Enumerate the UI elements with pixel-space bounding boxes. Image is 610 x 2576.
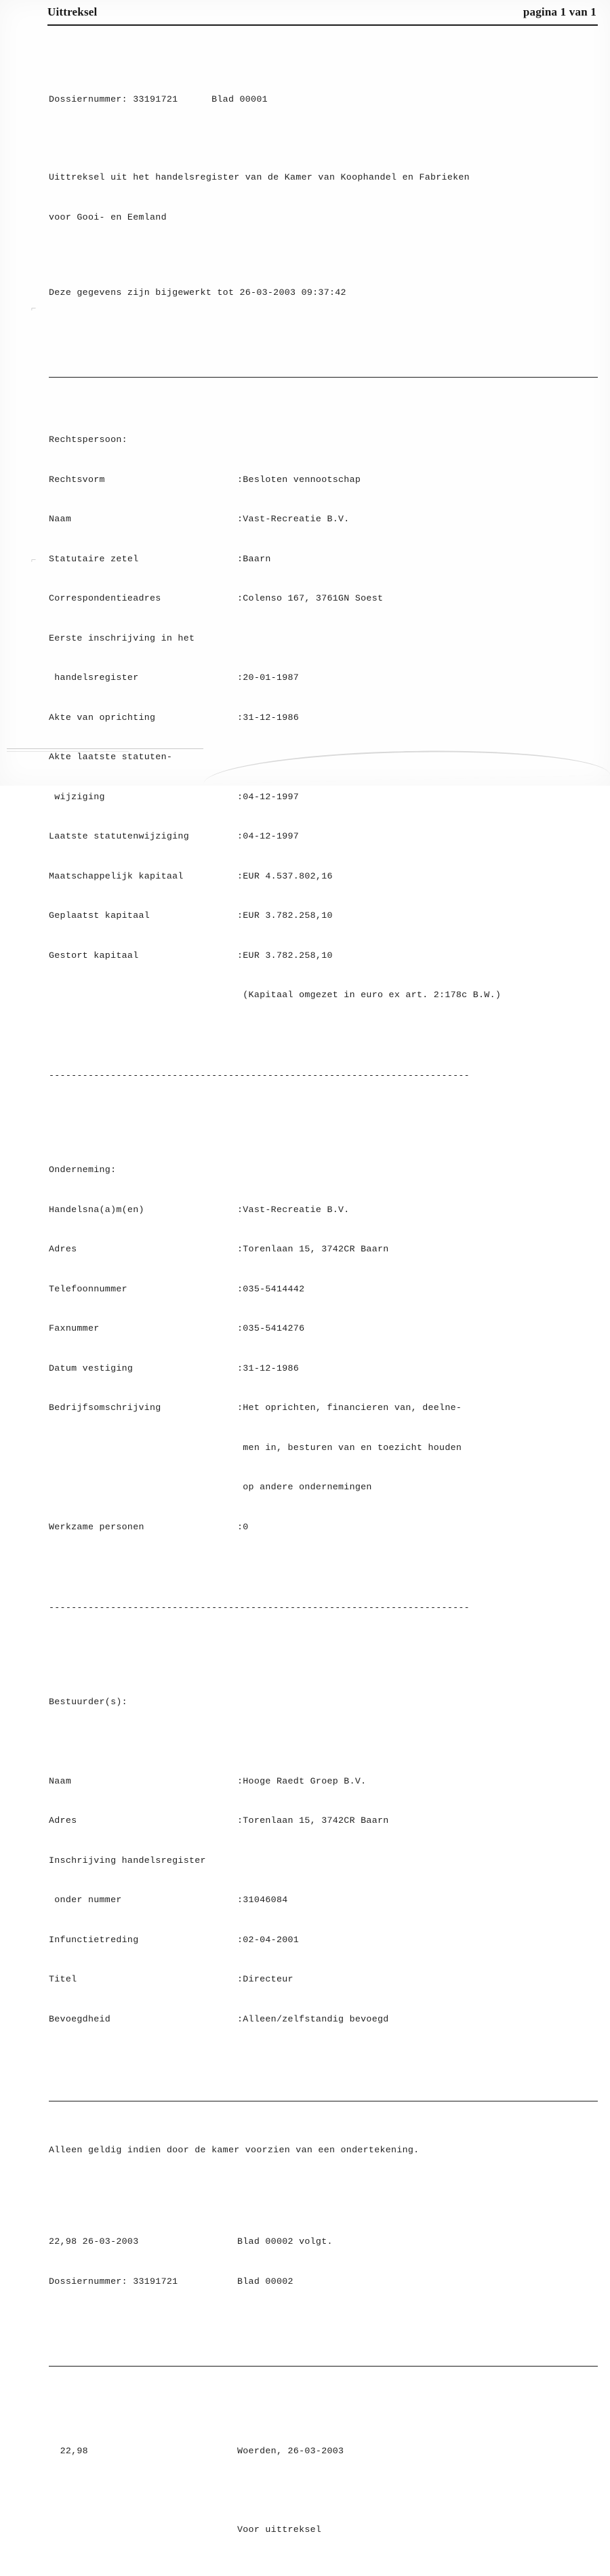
table-row <box>49 1243 598 1256</box>
footer-divider <box>49 2366 598 2367</box>
table-row <box>49 671 598 685</box>
row-value: :Het oprichten, financieren van, deelne- <box>237 1403 462 1413</box>
table-row <box>49 1973 598 1986</box>
table-row <box>49 1814 598 1828</box>
row-label: Faxnummer <box>49 1323 100 1333</box>
row-value: :Hooge Raedt Groep B.V. <box>237 1775 367 1786</box>
dossier-line: Dossiernummer: 33191721 Blad 00001 <box>49 94 268 104</box>
row-value: :Colenso 167, 3761GN Soest <box>237 593 384 603</box>
dashed-divider-1: --------------------------------------------------------------------------- <box>49 1070 470 1081</box>
row-label: onder nummer <box>49 1895 122 1905</box>
footer-right: Blad 00002 <box>237 2276 293 2287</box>
table-row <box>49 2013 598 2026</box>
row-label: Laatste statutenwijziging <box>49 831 189 841</box>
row-label: Werkzame personen <box>49 1521 144 1532</box>
row-value: (Kapitaal omgezet in euro ex art. 2:178c B.W.) <box>237 990 502 1000</box>
section-title-onderneming: Onderneming: <box>49 1165 117 1175</box>
row-value: :EUR 4.537.802,16 <box>237 870 333 881</box>
table-row <box>49 1521 598 1534</box>
table-row <box>49 1362 598 1375</box>
updated-line: Deze gegevens zijn bijgewerkt tot 26-03-2003 09:37:42 <box>49 287 346 298</box>
table-row <box>49 1322 598 1335</box>
row-value: :04-12-1997 <box>237 791 300 802</box>
row-value: :Alleen/zelfstandig bevoegd <box>237 2013 389 2024</box>
row-value: :31-12-1986 <box>237 1363 300 1373</box>
intro-line-1: Uittreksel uit het handelsregister van de Kamer van Koophandel en Fabrieken <box>49 172 470 182</box>
tail-amount: 22,98 <box>60 2446 88 2456</box>
table-row <box>49 1441 598 1455</box>
row-label: wijziging <box>49 791 105 802</box>
row-label: Datum vestiging <box>49 1363 134 1373</box>
row-label: Eerste inschrijving in het <box>49 632 195 643</box>
footer-right: Blad 00002 volgt. <box>237 2236 333 2247</box>
table-row <box>49 909 598 923</box>
table-row <box>49 949 598 963</box>
row-label: Akte van oprichting <box>49 712 156 723</box>
tail-place-date: Woerden, 26-03-2003 <box>237 2446 344 2456</box>
table-row <box>49 1933 598 1947</box>
row-label: Correspondentieadres <box>49 593 161 603</box>
table-row <box>49 1735 598 1748</box>
footer-line-1 <box>49 2235 598 2249</box>
row-value: :02-04-2001 <box>237 1934 300 1945</box>
document-body <box>49 53 598 2576</box>
row-value: :EUR 3.782.258,10 <box>237 950 333 961</box>
table-row <box>49 512 598 526</box>
row-label: Rechtsvorm <box>49 474 105 485</box>
row-value: :20-01-1987 <box>237 672 300 683</box>
table-row <box>49 473 598 487</box>
page-header <box>47 5 596 19</box>
row-value: :31046084 <box>237 1895 288 1905</box>
row-label: Handelsna(a)m(en) <box>49 1204 144 1215</box>
section-divider-top <box>49 377 598 378</box>
row-value: :Vast-Recreatie B.V. <box>237 514 350 524</box>
scan-artifact-left-top: ⌐ <box>31 303 37 313</box>
dashed-divider-2: --------------------------------------------------------------------------- <box>49 1602 470 1613</box>
row-value: :Baarn <box>237 553 271 564</box>
tail-closing: Voor uittreksel <box>237 2524 322 2535</box>
row-label: Geplaatst kapitaal <box>49 910 150 921</box>
row-value: :Besloten vennootschap <box>237 474 361 485</box>
section-title-bestuurders: Bestuurder(s): <box>49 1696 127 1707</box>
row-label: Statutaire zetel <box>49 553 139 564</box>
page-indicator: pagina 1 van 1 <box>523 5 596 18</box>
row-label: Bevoegdheid <box>49 2013 111 2024</box>
row-label: Naam <box>49 1775 72 1786</box>
table-row <box>49 632 598 645</box>
row-value: :Directeur <box>237 1974 293 1984</box>
validity-note: Alleen geldig indien door de kamer voorzien van een ondertekening. <box>49 2145 420 2155</box>
table-row <box>49 1893 598 1907</box>
row-value: :035-5414442 <box>237 1283 305 1294</box>
footer-left: Dossiernummer: 33191721 <box>49 2276 178 2287</box>
tail-line-1 <box>49 2444 598 2458</box>
row-label: Maatschappelijk kapitaal <box>49 870 184 881</box>
table-row <box>49 711 598 725</box>
row-value: :0 <box>237 1521 249 1532</box>
row-value: :035-5414276 <box>237 1323 305 1333</box>
footer-left: 22,98 26-03-2003 <box>49 2236 139 2247</box>
row-value: :Vast-Recreatie B.V. <box>237 1204 350 1215</box>
row-value: :Torenlaan 15, 3742CR Baarn <box>237 1244 389 1254</box>
table-row <box>49 1401 598 1415</box>
row-value: :Torenlaan 15, 3742CR Baarn <box>237 1815 389 1826</box>
row-label: Adres <box>49 1815 77 1826</box>
row-value: op andere ondernemingen <box>237 1482 372 1492</box>
row-label: Gestort kapitaal <box>49 950 139 961</box>
row-label: Titel <box>49 1974 77 1984</box>
row-label: Naam <box>49 514 72 524</box>
row-label: Adres <box>49 1244 77 1254</box>
tail-line-2 <box>49 2523 598 2537</box>
document-title: Uittreksel <box>47 5 98 18</box>
table-row <box>49 1283 598 1296</box>
row-value: :EUR 3.782.258,10 <box>237 910 333 921</box>
table-row <box>49 870 598 883</box>
row-value: men in, besturen van en toezicht houden <box>237 1442 462 1453</box>
table-row <box>49 1481 598 1494</box>
row-label: Inschrijving handelsregister <box>49 1855 206 1866</box>
table-row <box>49 1854 598 1868</box>
header-divider <box>47 24 598 26</box>
scan-artifact-left-bottom: ⌐ <box>31 555 37 565</box>
table-row <box>49 1775 598 1788</box>
table-row <box>49 552 598 566</box>
row-value: :31-12-1986 <box>237 712 300 723</box>
row-label: Infunctietreding <box>49 1934 139 1945</box>
table-row <box>49 790 598 804</box>
row-label: handelsregister <box>49 672 139 683</box>
section-title-rechtspersoon: Rechtspersoon: <box>49 435 127 445</box>
footer-line-2 <box>49 2275 598 2289</box>
table-row <box>49 592 598 605</box>
table-row <box>49 1203 598 1217</box>
table-row <box>49 988 598 1002</box>
row-label: Akte laatste statuten- <box>49 752 173 762</box>
row-value: :04-12-1997 <box>237 831 300 841</box>
table-row <box>49 830 598 843</box>
intro-line-2: voor Gooi- en Eemland <box>49 212 167 222</box>
row-label: Telefoonnummer <box>49 1283 127 1294</box>
row-label: Bedrijfsomschrijving <box>49 1403 161 1413</box>
